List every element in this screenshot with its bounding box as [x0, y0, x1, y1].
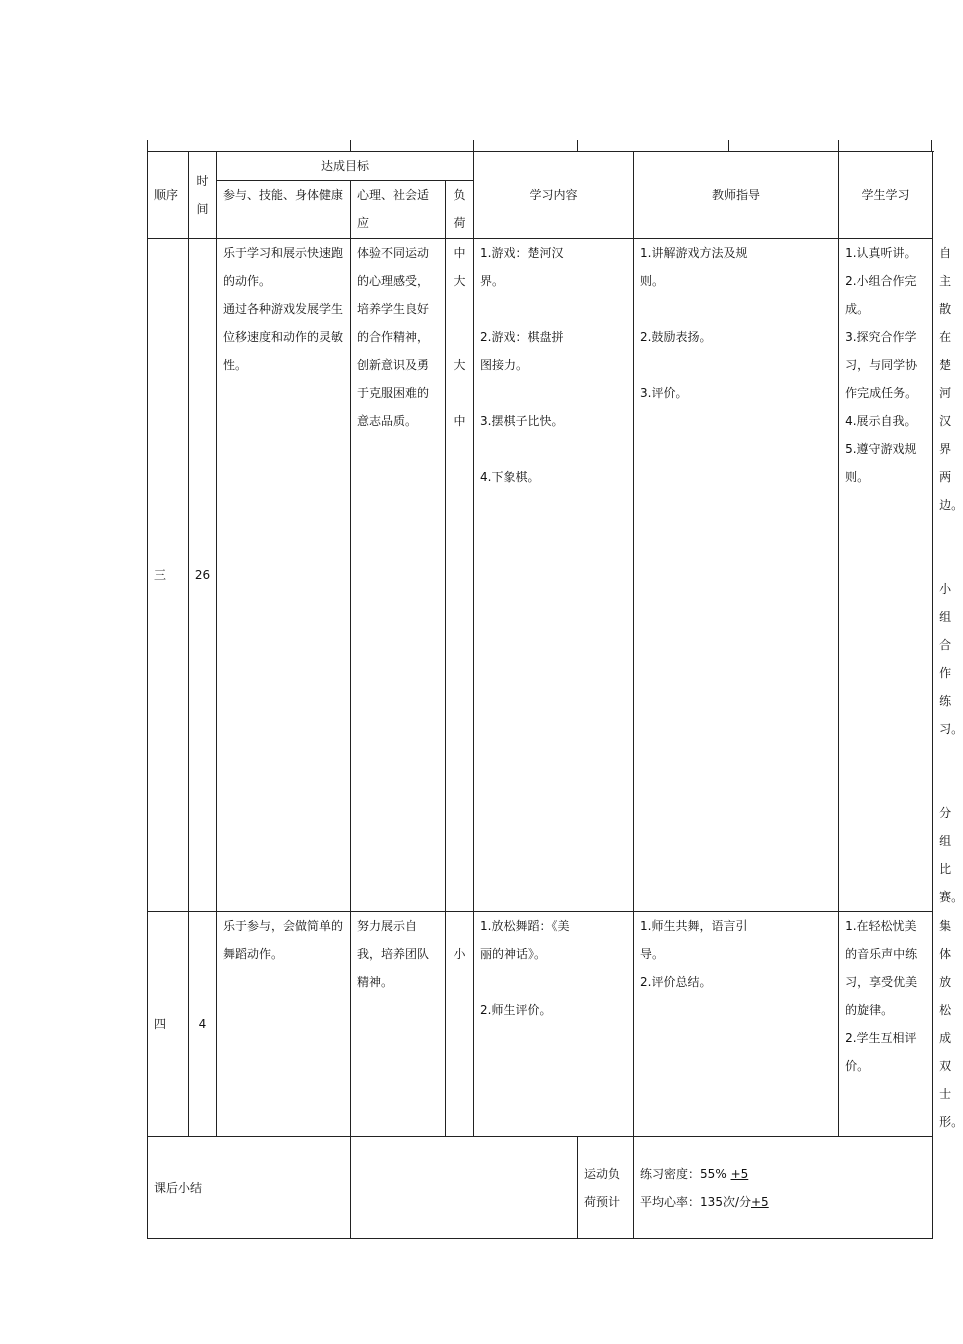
- row3-content-3: 3.摆棋子比快。: [480, 414, 564, 428]
- heart-rate-tolerance: +5: [751, 1194, 769, 1209]
- header-time: [189, 152, 217, 239]
- row3-content-1: 1.游戏：楚河汉界。: [480, 246, 564, 288]
- lesson-plan-table: [147, 151, 963, 1239]
- load-forecast-values: [634, 1137, 933, 1239]
- header-row: [148, 152, 933, 181]
- header-goals: 达成目标: [217, 152, 474, 181]
- density-line: [640, 1160, 926, 1188]
- header-order: 顺序: [148, 152, 189, 239]
- row3-student-5: 5.遵守游戏规则。: [845, 442, 917, 484]
- header-goal-mind: 心理、社会适应: [351, 181, 446, 239]
- row3-student-3: 3.探究合作学习，与同学协作完成任务。: [845, 330, 918, 400]
- heart-rate-label: 平均心率：135次/分: [640, 1194, 751, 1209]
- row3-goal-skill: [217, 239, 351, 912]
- row3-content-2: 2.游戏：棋盘拼图接力。: [480, 330, 564, 372]
- row3-content: [474, 239, 634, 912]
- row4-content-2: 2.师生评价。: [480, 1003, 552, 1017]
- row4-teacher-2: 2.评价总结。: [640, 975, 712, 989]
- density-tolerance: +5: [730, 1166, 749, 1181]
- row4-order: 四: [148, 912, 189, 1137]
- row3-teacher: [634, 239, 839, 912]
- summary-label: 课后小结: [148, 1137, 351, 1239]
- row3-order: 三: [148, 239, 189, 912]
- header-teacher: 教师指导: [634, 152, 839, 239]
- row4-load-1: 小: [453, 947, 466, 961]
- header-content: 学习内容: [474, 152, 634, 239]
- header-student: 学生学习: [839, 152, 933, 239]
- row4-teacher-1: 1.师生共舞，语言引导。: [640, 919, 748, 961]
- header-load: 负荷: [446, 181, 474, 239]
- heart-rate-line: [640, 1188, 926, 1216]
- row4-time: 4: [189, 912, 217, 1137]
- table-row: 四 4 乐于参与，会做简单的舞蹈动作。 努力展示自我，培养团队精神。 小 1.放松舞蹈：《美丽的神话》。 2.师生评价。 1.师生共舞，语言引导。 2.评价总结。 1.在轻松忧美的音乐声中练习，享受优美的旋律。 2.学生互相评价。 集体放松成双士形。: [148, 912, 933, 1137]
- summary-row: [148, 1137, 933, 1239]
- row3-teacher-2: 2.鼓励表扬。: [640, 330, 712, 344]
- row3-goal-mind: 体验不同运动的心理感受，培养学生良好的合作精神，创新意识及勇于克服困难的意志品质。: [351, 239, 446, 912]
- row3-load-2: 大: [453, 274, 466, 288]
- row4-student-2: 2.学生互相评价。: [845, 1031, 917, 1073]
- row4-content-1: 1.放松舞蹈：《美丽的神话》。: [480, 919, 570, 961]
- row3-load-1: 中: [453, 246, 466, 260]
- row4-student-1: 1.在轻松忧美的音乐声中练习，享受优美的旋律。: [845, 919, 918, 1017]
- row4-load: [446, 912, 474, 1137]
- load-forecast-label: 运动负荷预计: [578, 1137, 634, 1239]
- row3-student: [839, 239, 933, 912]
- summary-value: [351, 1137, 578, 1239]
- row4-content: [474, 912, 634, 1137]
- header-goal-skill: 参与、技能、身体健康: [217, 181, 351, 239]
- row3-student-2: 2.小组合作完成。: [845, 274, 917, 316]
- row3-load: [446, 239, 474, 912]
- header-time-text: 时间: [196, 174, 209, 216]
- row3-goal-skill-2: 通过各种游戏发展学生位移速度和动作的灵敏性。: [223, 302, 344, 372]
- table-row: 三 26 乐于学习和展示快速跑的动作。 通过各种游戏发展学生位移速度和动作的灵敏性。 体验不同运动的心理感受，培养学生良好的合作精神，创新意识及勇于克服困难的意志品质。 中 大 大 中 1.游戏：楚河汉界。 2.游戏：棋盘拼图接力。 3.摆棋子比快。 4.下象棋。 1.讲解游戏方法及规则。 2.鼓励表扬。 3.评价。 1.认真听讲。 2.小组合作完成。 3.探究合作学习，与同学协作完成任务。 4.展示自我。 5.遵守游戏规则。 自主散在楚河汉界两边。 小组合作练习。 分组比赛。: [148, 239, 933, 912]
- row4-student: [839, 912, 933, 1137]
- row3-goal-skill-1: 乐于学习和展示快速跑的动作。: [223, 246, 344, 288]
- row3-load-3: 大: [453, 358, 466, 372]
- row3-teacher-3: 3.评价。: [640, 386, 688, 400]
- row4-goal-skill: 乐于参与，会做简单的舞蹈动作。: [217, 912, 351, 1137]
- row3-student-4: 4.展示自我。: [845, 414, 917, 428]
- density-label: 练习密度：55%: [640, 1166, 727, 1181]
- row3-time: 26: [189, 239, 217, 912]
- row3-teacher-1: 1.讲解游戏方法及规则。: [640, 246, 748, 288]
- row3-content-4: 4.下象棋。: [480, 470, 540, 484]
- row4-teacher: [634, 912, 839, 1137]
- row3-load-4: 中: [453, 414, 466, 428]
- row3-student-1: 1.认真听讲。: [845, 246, 917, 260]
- row4-goal-mind: 努力展示自我，培养团队精神。: [351, 912, 446, 1137]
